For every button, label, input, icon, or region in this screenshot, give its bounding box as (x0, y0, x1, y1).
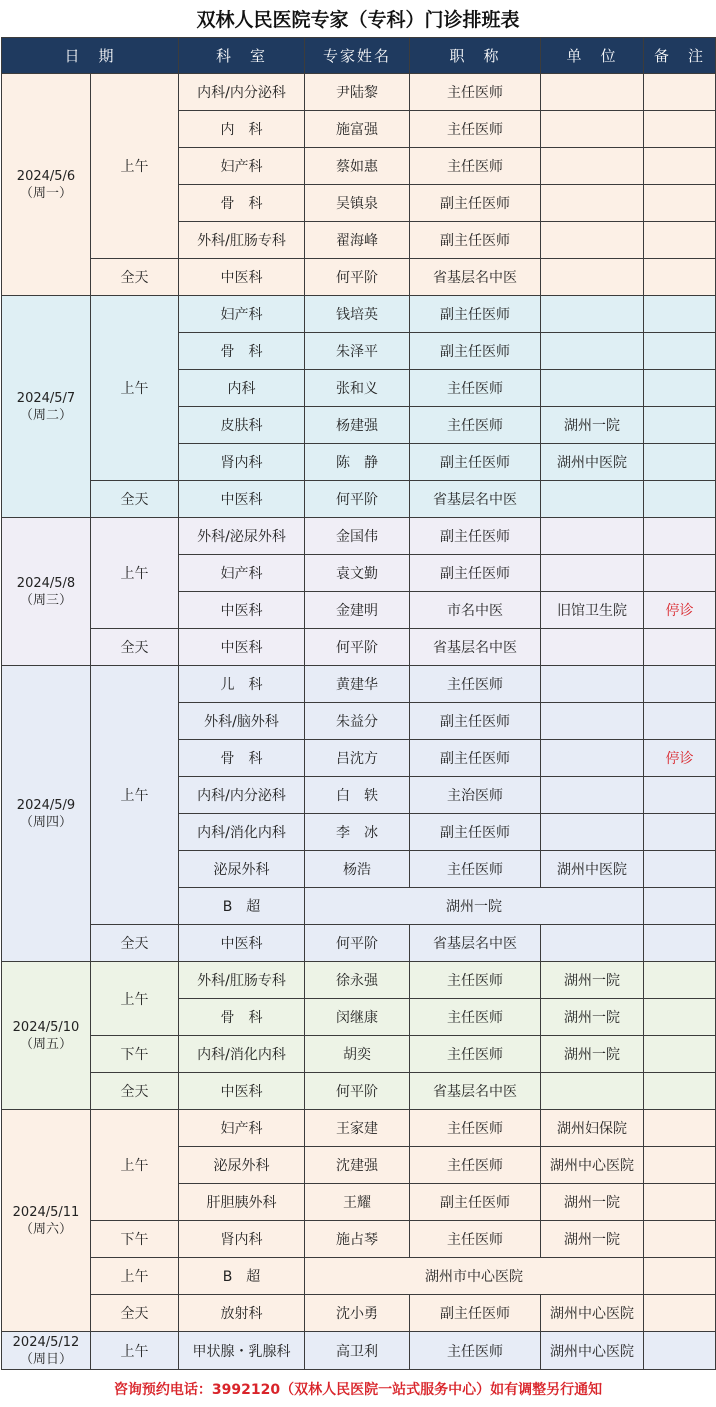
doctor-name-cell: 高卫利 (305, 1332, 410, 1370)
note-cell (644, 666, 716, 703)
dept-cell: 骨 科 (179, 333, 305, 370)
dept-cell: 内科 (179, 370, 305, 407)
doctor-title-cell: 主任医师 (410, 407, 541, 444)
unit-cell: 湖州一院 (541, 962, 644, 999)
note-cell (644, 518, 716, 555)
table-row (2, 1295, 716, 1332)
unit-cell (541, 1073, 644, 1110)
doctor-title-cell: 副主任医师 (410, 1295, 541, 1332)
doctor-name-cell: 陈 静 (305, 444, 410, 481)
unit-cell: 湖州中心医院 (541, 1295, 644, 1332)
unit-cell (541, 296, 644, 333)
note-cell: 停诊 (644, 740, 716, 777)
doctor-title-cell: 副主任医师 (410, 1184, 541, 1221)
doctor-title-cell: 副主任医师 (410, 185, 541, 222)
doctor-title-cell: 省基层名中医 (410, 925, 541, 962)
doctor-title-cell: 主任医师 (410, 666, 541, 703)
unit-merged-cell: 湖州市中心医院 (305, 1258, 644, 1295)
doctor-title-cell: 主任医师 (410, 962, 541, 999)
table-row (2, 1258, 716, 1295)
dept-cell: 中医科 (179, 1073, 305, 1110)
note-cell (644, 370, 716, 407)
note-cell (644, 777, 716, 814)
doctor-name-cell: 施富强 (305, 111, 410, 148)
unit-cell (541, 370, 644, 407)
dept-cell: 妇产科 (179, 1110, 305, 1147)
doctor-name-cell: 何平阶 (305, 1073, 410, 1110)
note-cell (644, 814, 716, 851)
weekday-text: （周一） (19, 185, 72, 201)
note-cell (644, 1221, 716, 1258)
date-cell (2, 1332, 91, 1370)
dept-cell: 泌尿外科 (179, 851, 305, 888)
dept-cell: 放射科 (179, 1295, 305, 1332)
doctor-title-cell: 副主任医师 (410, 703, 541, 740)
note-cell (644, 444, 716, 481)
dept-cell: 骨 科 (179, 185, 305, 222)
period-cell: 上午 (91, 666, 179, 925)
page-title: 双林人民医院专家（专科）门诊排班表 (196, 9, 520, 31)
weekday-text: （周四） (19, 814, 72, 830)
unit-cell (541, 259, 644, 296)
doctor-name-cell: 朱益分 (305, 703, 410, 740)
doctor-title-cell: 省基层名中医 (410, 629, 541, 666)
unit-cell (541, 111, 644, 148)
unit-cell (541, 185, 644, 222)
note-cell (644, 555, 716, 592)
doctor-title-cell: 主任医师 (410, 1110, 541, 1147)
doctor-name-cell: 蔡如惠 (305, 148, 410, 185)
unit-cell: 湖州一院 (541, 407, 644, 444)
dept-cell: 妇产科 (179, 148, 305, 185)
doctor-name-cell: 袁文勤 (305, 555, 410, 592)
unit-cell (541, 925, 644, 962)
dept-cell: 儿 科 (179, 666, 305, 703)
date-text: 2024/5/11 (12, 1204, 80, 1220)
note-cell (644, 888, 716, 925)
doctor-name-cell: 金国伟 (305, 518, 410, 555)
note-cell (644, 74, 716, 111)
doctor-title-cell: 省基层名中医 (410, 481, 541, 518)
note-cell (644, 222, 716, 259)
schedule-body (2, 74, 716, 1370)
note-cell (644, 925, 716, 962)
note-cell (644, 296, 716, 333)
note-cell (644, 1258, 716, 1295)
doctor-name-cell: 徐永强 (305, 962, 410, 999)
unit-merged-cell: 湖州一院 (305, 888, 644, 925)
doctor-name-cell: 何平阶 (305, 629, 410, 666)
doctor-title-cell: 省基层名中医 (410, 259, 541, 296)
unit-cell (541, 666, 644, 703)
doctor-title-cell: 主任医师 (410, 1036, 541, 1073)
date-cell (2, 962, 91, 1110)
header-title: 职 称 (410, 38, 541, 74)
period-cell: 上午 (91, 1332, 179, 1370)
unit-cell (541, 703, 644, 740)
doctor-name-cell: 王家建 (305, 1110, 410, 1147)
period-cell: 全天 (91, 629, 179, 666)
dept-cell: 妇产科 (179, 555, 305, 592)
table-row (2, 1036, 716, 1073)
unit-cell (541, 333, 644, 370)
period-cell: 上午 (91, 1258, 179, 1295)
date-text: 2024/5/12 (12, 1334, 80, 1350)
dept-cell: 内科/消化内科 (179, 1036, 305, 1073)
doctor-title-cell: 主治医师 (410, 777, 541, 814)
table-row (2, 666, 716, 703)
note-cell (644, 259, 716, 296)
doctor-name-cell: 白 轶 (305, 777, 410, 814)
doctor-name-cell: 朱泽平 (305, 333, 410, 370)
period-cell: 全天 (91, 1073, 179, 1110)
note-cell (644, 1295, 716, 1332)
dept-cell: 中医科 (179, 259, 305, 296)
doctor-title-cell: 副主任医师 (410, 814, 541, 851)
note-cell (644, 333, 716, 370)
unit-cell: 湖州中心医院 (541, 1147, 644, 1184)
dept-cell: 泌尿外科 (179, 1147, 305, 1184)
period-cell: 上午 (91, 296, 179, 481)
date-cell (2, 296, 91, 518)
date-text: 2024/5/10 (12, 1019, 80, 1035)
doctor-name-cell: 吕沈方 (305, 740, 410, 777)
period-cell: 下午 (91, 1036, 179, 1073)
unit-cell (541, 555, 644, 592)
note-cell (644, 1073, 716, 1110)
schedule-table (1, 37, 716, 1370)
weekday-text: （周二） (19, 407, 72, 423)
doctor-name-cell: 施占琴 (305, 1221, 410, 1258)
date-cell (2, 1110, 91, 1332)
dept-cell: 肝胆胰外科 (179, 1184, 305, 1221)
dept-cell: 甲状腺・乳腺科 (179, 1332, 305, 1370)
doctor-title-cell: 市名中医 (410, 592, 541, 629)
doctor-title-cell: 主任医师 (410, 851, 541, 888)
unit-cell: 湖州中心医院 (541, 1332, 644, 1370)
doctor-name-cell: 杨浩 (305, 851, 410, 888)
header-dept: 科 室 (179, 38, 305, 74)
note-cell (644, 629, 716, 666)
doctor-name-cell: 何平阶 (305, 925, 410, 962)
period-cell: 全天 (91, 925, 179, 962)
unit-cell: 旧馆卫生院 (541, 592, 644, 629)
doctor-name-cell: 钱培英 (305, 296, 410, 333)
dept-cell: 外科/脑外科 (179, 703, 305, 740)
unit-cell (541, 481, 644, 518)
unit-cell (541, 629, 644, 666)
unit-cell (541, 814, 644, 851)
dept-cell: B 超 (179, 1258, 305, 1295)
table-row (2, 518, 716, 555)
table-row (2, 259, 716, 296)
doctor-name-cell: 张和义 (305, 370, 410, 407)
note-cell (644, 1184, 716, 1221)
doctor-title-cell: 主任医师 (410, 148, 541, 185)
dept-cell: 外科/肛肠专科 (179, 222, 305, 259)
doctor-name-cell: 胡奕 (305, 1036, 410, 1073)
note-cell (644, 481, 716, 518)
doctor-title-cell: 副主任医师 (410, 518, 541, 555)
doctor-title-cell: 副主任医师 (410, 444, 541, 481)
period-cell: 全天 (91, 259, 179, 296)
table-row (2, 74, 716, 111)
doctor-title-cell: 主任医师 (410, 370, 541, 407)
date-cell (2, 666, 91, 962)
doctor-title-cell: 副主任医师 (410, 555, 541, 592)
doctor-name-cell: 闵继康 (305, 999, 410, 1036)
unit-cell: 湖州妇保院 (541, 1110, 644, 1147)
period-cell: 上午 (91, 1110, 179, 1221)
doctor-title-cell: 主任医师 (410, 1221, 541, 1258)
weekday-text: （周五） (19, 1036, 72, 1052)
note-cell (644, 111, 716, 148)
dept-cell: 中医科 (179, 592, 305, 629)
doctor-name-cell: 翟海峰 (305, 222, 410, 259)
doctor-name-cell: 李 冰 (305, 814, 410, 851)
doctor-name-cell: 沈小勇 (305, 1295, 410, 1332)
dept-cell: 肾内科 (179, 444, 305, 481)
unit-cell (541, 777, 644, 814)
dept-cell: 内科/消化内科 (179, 814, 305, 851)
unit-cell (541, 222, 644, 259)
date-text: 2024/5/9 (16, 797, 76, 813)
date-text: 2024/5/8 (16, 575, 76, 591)
unit-cell (541, 148, 644, 185)
dept-cell: B 超 (179, 888, 305, 925)
date-text: 2024/5/6 (16, 168, 76, 184)
period-cell: 上午 (91, 74, 179, 259)
unit-cell: 湖州中医院 (541, 851, 644, 888)
dept-cell: 骨 科 (179, 740, 305, 777)
weekday-text: （周六） (19, 1221, 72, 1237)
doctor-name-cell: 尹陆黎 (305, 74, 410, 111)
doctor-name-cell: 何平阶 (305, 481, 410, 518)
unit-cell: 湖州一院 (541, 1221, 644, 1258)
unit-cell: 湖州一院 (541, 999, 644, 1036)
dept-cell: 肾内科 (179, 1221, 305, 1258)
doctor-title-cell: 主任医师 (410, 1147, 541, 1184)
unit-cell: 湖州中医院 (541, 444, 644, 481)
header-name: 专家姓名 (305, 38, 410, 74)
table-row (2, 629, 716, 666)
unit-cell (541, 74, 644, 111)
doctor-title-cell: 副主任医师 (410, 296, 541, 333)
note-cell (644, 1110, 716, 1147)
doctor-title-cell: 省基层名中医 (410, 1073, 541, 1110)
doctor-title-cell: 主任医师 (410, 1332, 541, 1370)
header-note: 备 注 (644, 38, 716, 74)
table-row (2, 962, 716, 999)
dept-cell: 外科/肛肠专科 (179, 962, 305, 999)
note-cell (644, 1147, 716, 1184)
note-cell (644, 407, 716, 444)
doctor-title-cell: 主任医师 (410, 999, 541, 1036)
dept-cell: 骨 科 (179, 999, 305, 1036)
table-row (2, 1221, 716, 1258)
dept-cell: 中医科 (179, 481, 305, 518)
doctor-title-cell: 副主任医师 (410, 740, 541, 777)
period-cell: 上午 (91, 518, 179, 629)
dept-cell: 中医科 (179, 925, 305, 962)
period-cell: 下午 (91, 1221, 179, 1258)
doctor-name-cell: 吴镇泉 (305, 185, 410, 222)
doctor-name-cell: 黄建华 (305, 666, 410, 703)
note-cell (644, 148, 716, 185)
doctor-title-cell: 副主任医师 (410, 333, 541, 370)
date-cell (2, 74, 91, 296)
note-cell: 停诊 (644, 592, 716, 629)
period-cell: 上午 (91, 962, 179, 1036)
footer-contact: 咨询预约电话：3992120（双林人民医院一站式服务中心）如有调整另行通知 (113, 1382, 603, 1398)
doctor-title-cell: 主任医师 (410, 111, 541, 148)
header-date: 日 期 (2, 38, 179, 74)
header-unit: 单 位 (541, 38, 644, 74)
table-row (2, 1073, 716, 1110)
weekday-text: （周日） (19, 1351, 72, 1367)
unit-cell: 湖州一院 (541, 1184, 644, 1221)
date-cell (2, 518, 91, 666)
doctor-title-cell: 副主任医师 (410, 222, 541, 259)
dept-cell: 皮肤科 (179, 407, 305, 444)
table-row (2, 925, 716, 962)
doctor-name-cell: 王耀 (305, 1184, 410, 1221)
dept-cell: 中医科 (179, 629, 305, 666)
table-row (2, 1110, 716, 1147)
period-cell: 全天 (91, 481, 179, 518)
date-text: 2024/5/7 (16, 390, 76, 406)
table-row (2, 1332, 716, 1370)
dept-cell: 内科/内分泌科 (179, 74, 305, 111)
period-cell: 全天 (91, 1295, 179, 1332)
doctor-title-cell: 主任医师 (410, 74, 541, 111)
dept-cell: 内 科 (179, 111, 305, 148)
dept-cell: 妇产科 (179, 296, 305, 333)
header-row (2, 38, 716, 74)
unit-cell: 湖州一院 (541, 1036, 644, 1073)
note-cell (644, 185, 716, 222)
table-row (2, 481, 716, 518)
note-cell (644, 703, 716, 740)
table-row (2, 296, 716, 333)
doctor-name-cell: 杨建强 (305, 407, 410, 444)
note-cell (644, 962, 716, 999)
note-cell (644, 1036, 716, 1073)
weekday-text: （周三） (19, 592, 72, 608)
note-cell (644, 1332, 716, 1370)
note-cell (644, 851, 716, 888)
unit-cell (541, 518, 644, 555)
doctor-name-cell: 沈建强 (305, 1147, 410, 1184)
dept-cell: 内科/内分泌科 (179, 777, 305, 814)
unit-cell (541, 740, 644, 777)
doctor-name-cell: 何平阶 (305, 259, 410, 296)
note-cell (644, 999, 716, 1036)
doctor-name-cell: 金建明 (305, 592, 410, 629)
dept-cell: 外科/泌尿外科 (179, 518, 305, 555)
